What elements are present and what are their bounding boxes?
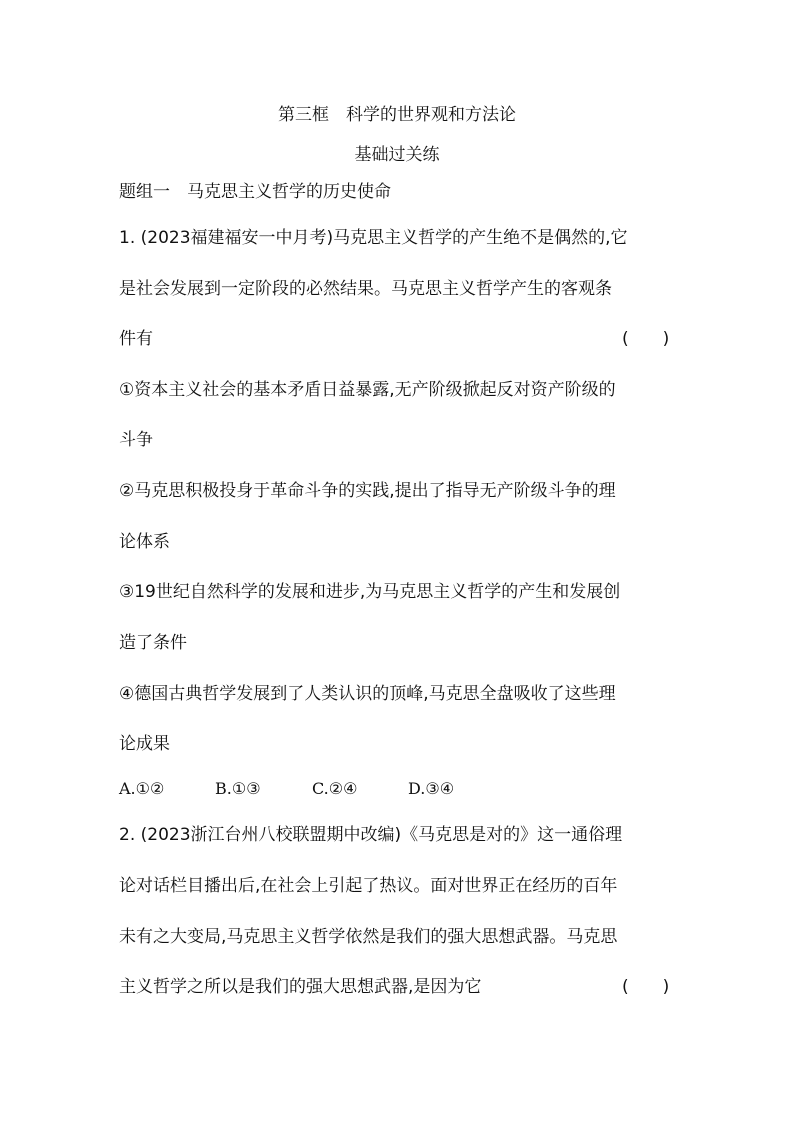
question-2-answer-bracket: ( )	[622, 977, 670, 997]
question-2-stem-line-3: 未有之大变局,马克思主义哲学依然是我们的强大思想武器。马克思	[119, 927, 618, 947]
statement-4-line-2: 论成果	[119, 734, 170, 754]
option-a: A.①②	[119, 779, 165, 798]
statement-2-line-2: 论体系	[119, 532, 170, 552]
statement-1-line-2: 斗争	[119, 430, 153, 450]
option-d: D.③④	[408, 779, 455, 798]
statement-3-line-1: ③19世纪自然科学的发展和进步,为马克思主义哲学的产生和发展创	[119, 582, 621, 602]
question-1-stem-line-2: 是社会发展到一定阶段的必然结果。马克思主义哲学产生的客观条	[119, 279, 612, 299]
option-c: C.②④	[312, 779, 358, 798]
statement-3-line-2: 造了条件	[119, 633, 187, 653]
statement-2-line-1: ②马克思积极投身于革命斗争的实践,提出了指导无产阶级斗争的理	[119, 481, 616, 501]
question-1-answer-bracket: ( )	[622, 329, 670, 349]
option-b: B.①③	[215, 779, 261, 798]
question-2-stem-line-4: 主义哲学之所以是我们的强大思想武器,是因为它	[119, 977, 482, 997]
section-title: 第三框 科学的世界观和方法论	[278, 105, 516, 125]
question-group-title: 题组一 马克思主义哲学的历史使命	[119, 182, 391, 202]
question-2-stem-line-2: 论对话栏目播出后,在社会上引起了热议。面对世界正在经历的百年	[119, 876, 618, 896]
exercise-subtitle: 基础过关练	[354, 145, 440, 165]
question-2-stem-line-1: 2. (2023浙江台州八校联盟期中改编)《马克思是对的》这一通俗理	[119, 825, 623, 845]
question-1-stem-line-3: 件有	[119, 329, 153, 349]
statement-1-line-1: ①资本主义社会的基本矛盾日益暴露,无产阶级掀起反对资产阶级的	[119, 380, 616, 400]
statement-4-line-1: ④德国古典哲学发展到了人类认识的顶峰,马克思全盘吸收了这些理	[119, 684, 616, 704]
question-1-stem-line-1: 1. (2023福建福安一中月考)马克思主义哲学的产生绝不是偶然的,它	[119, 228, 628, 248]
